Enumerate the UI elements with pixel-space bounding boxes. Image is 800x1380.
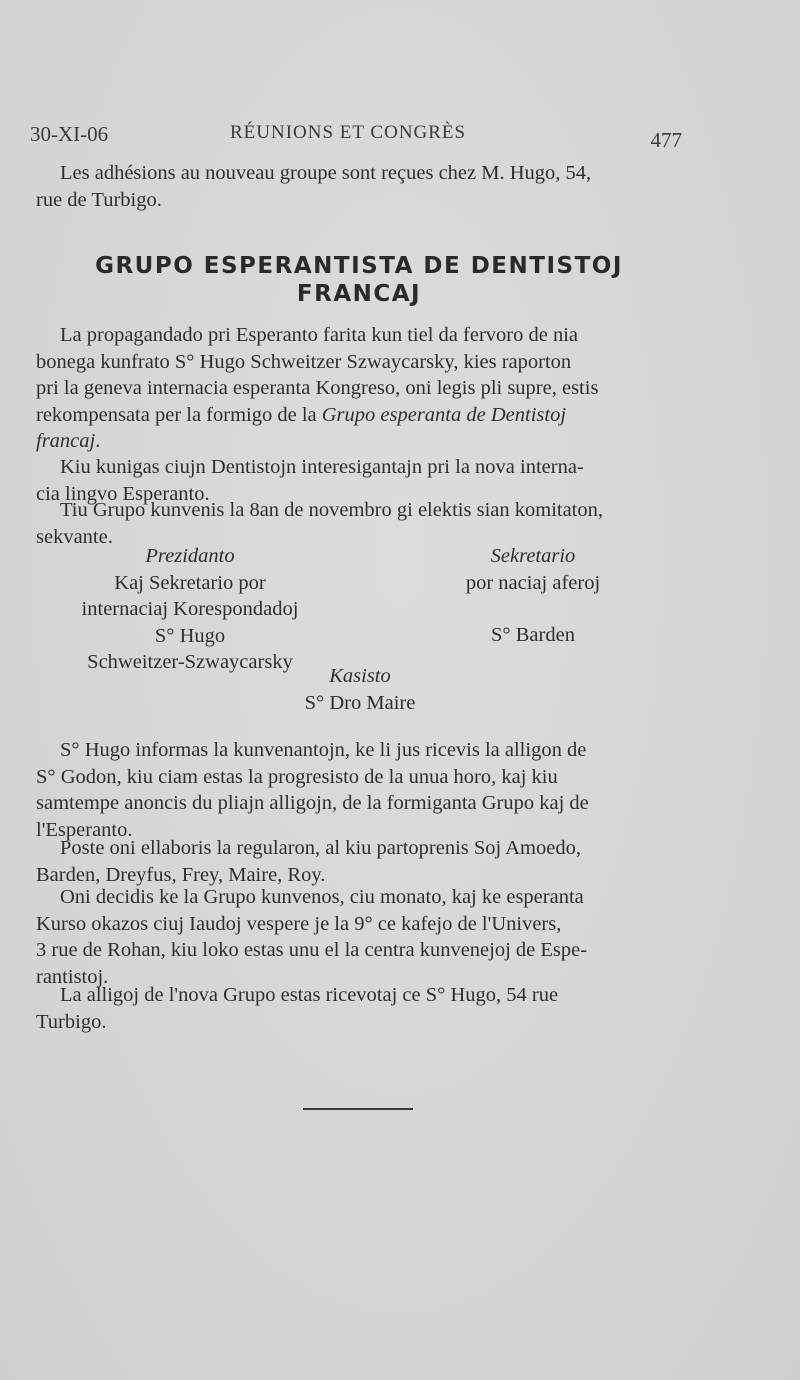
text-line (36, 402, 682, 429)
text-span: . (95, 430, 101, 452)
paragraph-4 (36, 737, 682, 843)
page-header (30, 122, 682, 150)
president-title: Prezidanto (145, 545, 235, 567)
president-subtitle: Kaj Sekretario por (114, 571, 266, 594)
intro-paragraph (36, 160, 682, 213)
text-line: Kurso okazos ciuj Iaudoj vespere je la 9° ce kafejo de l'Univers, (36, 912, 562, 935)
secretary-block (418, 543, 648, 649)
treasurer-block (260, 663, 460, 716)
header-date: 30-XI-06 (30, 122, 109, 146)
president-subtitle: internaciaj Korespondadoj (81, 598, 299, 620)
group-name-italic: Grupo esperanta de Dentistoj (321, 403, 567, 426)
text-line: La propagandado pri Esperanto farita kun tiel da fervoro de nia (60, 324, 578, 346)
president-block (60, 543, 320, 676)
paragraph-1 (36, 322, 682, 455)
text-line: Oni decidis ke la Grupo kunvenos, ciu monato, kaj ke esperanta (60, 886, 584, 908)
page-number: 477 (650, 128, 682, 152)
title-line: FRANCAJ (296, 281, 422, 307)
text-line: Barden, Dreyfus, Frey, Maire, Roy. (36, 863, 326, 886)
secretary-title: Sekretario (490, 545, 576, 567)
text-line: S° Hugo informas la kunvenantojn, ke li jus ricevis la alligon de (60, 739, 587, 761)
text-line: S° Godon, kiu ciam estas la progresisto de la unua horo, kaj kiu (36, 765, 558, 788)
text-line (36, 428, 682, 455)
president-name: Schweitzer-Szwaycarsky (87, 651, 293, 673)
section-divider (303, 1108, 413, 1110)
text-line: Turbigo. (36, 1010, 107, 1033)
text-line: bonega kunfrato S° Hugo Schweitzer Szwaycarsky, kies raporton (36, 350, 572, 373)
text-line: samtempe anoncis du pliajn alligojn, de la formiganta Grupo kaj de (36, 792, 589, 814)
paragraph-7 (36, 982, 682, 1035)
intro-line: Les adhésions au nouveau groupe sont reçues chez M. Hugo, 54, (60, 162, 592, 184)
text-line: 3 rue de Rohan, kiu loko estas unu el la centra kunvenejoj de Espe- (36, 939, 588, 961)
secretary-subtitle: por naciaj aferoj (465, 571, 601, 594)
text-span: rekompensata per la formigo de la (36, 403, 322, 426)
paragraph-6 (36, 884, 682, 990)
intro-line: rue de Turbigo. (36, 188, 162, 211)
text-line: sekvante. (36, 525, 113, 548)
group-name-italic: francaj (36, 430, 96, 452)
text-line: La alligoj de l'nova Grupo estas ricevotaj ce S° Hugo, 54 rue (60, 984, 559, 1006)
treasurer-name: S° Dro Maire (304, 691, 416, 714)
treasurer-title: Kasisto (329, 665, 391, 687)
text-line: Kiu kunigas ciujn Dentistojn interesigantajn pri la nova interna- (60, 456, 584, 478)
running-title: RÉUNIONS ET CONGRÈS (230, 122, 467, 143)
text-line: cia lingvo Esperanto. (36, 482, 210, 505)
president-name: S° Hugo (154, 624, 226, 647)
text-line: rantistoj. (36, 965, 109, 988)
paragraph-5 (36, 835, 682, 888)
title-line: GRUPO ESPERANTISTA DE DENTISTOJ (95, 253, 623, 279)
secretary-name: S° Barden (491, 624, 575, 646)
text-line: pri la geneva internacia esperanta Kongreso, oni legis pli supre, estis (36, 377, 599, 399)
text-line: l'Esperanto. (36, 818, 133, 841)
text-line: Tiu Grupo kunvenis la 8an de novembro gi elektis sian komitaton, (60, 499, 603, 521)
text-line: Poste oni ellaboris la regularon, al kiu partoprenis Soj Amoedo, (60, 837, 581, 859)
section-title (36, 252, 682, 308)
